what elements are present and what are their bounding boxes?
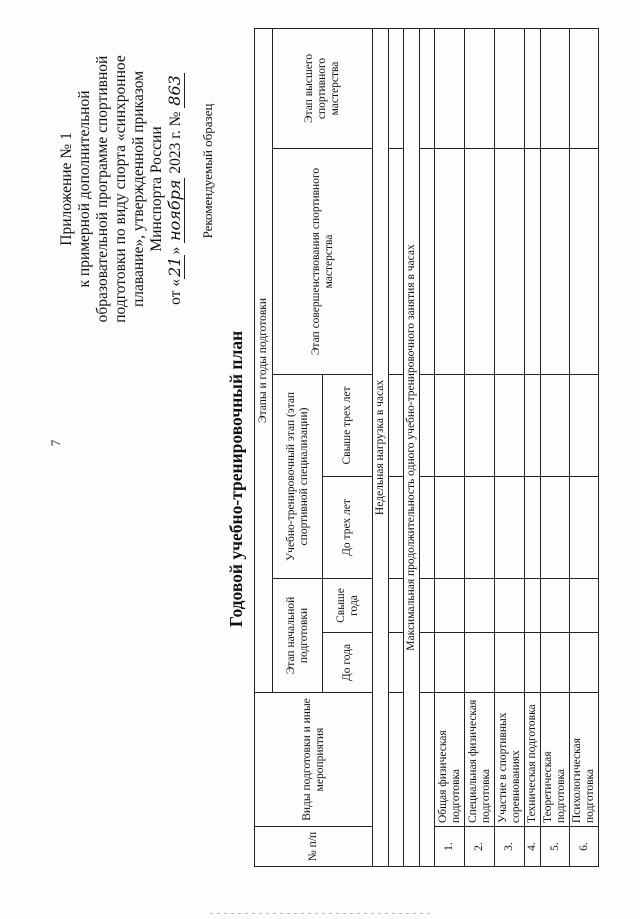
appendix-block <box>58 19 185 359</box>
empty-cell <box>389 28 404 148</box>
appendix-line: образовательной программе спортивной <box>94 55 111 323</box>
appendix-line: подготовки по виду спорта «синхронное <box>112 55 129 323</box>
weekly-load-row <box>373 28 389 866</box>
max-duration-values-row <box>420 28 435 866</box>
stage-improvement: Этап совершенствования спортивного мастерства <box>273 149 373 375</box>
table-row <box>495 28 525 866</box>
table-row <box>465 28 495 866</box>
row-number: 6. <box>570 827 599 867</box>
stage-higher: Этап высшего спортивного мастерства <box>273 28 373 148</box>
max-duration-label: Максимальная продолжительность одного учебно-тренировочного занятия в часах <box>404 28 420 866</box>
table-row <box>570 28 599 866</box>
empty-cell <box>389 477 404 579</box>
row-number: 1. <box>435 827 465 867</box>
page-number: 7 <box>48 439 63 447</box>
sub-over-three: Свыше трех лет <box>323 375 373 477</box>
empty-cell <box>389 633 404 693</box>
appendix-line: плавание», утвержденной приказом <box>130 70 147 308</box>
col-activities-header: Виды подготовки и иные мероприятия <box>255 693 373 827</box>
weekly-load-values-row <box>389 28 404 866</box>
header-row <box>255 28 273 866</box>
stage-initial: Этап начальной подготовки <box>273 579 323 693</box>
row-name: Техническая подготовка <box>525 693 541 827</box>
empty-cell <box>389 149 404 375</box>
weekly-load-label: Недельная нагрузка в часах <box>373 28 389 866</box>
appendix-line: Минспорта России <box>148 126 165 252</box>
scan-artifact <box>210 913 430 914</box>
empty-cell <box>389 693 404 867</box>
row-name: Общая физическая подготовка <box>435 693 465 827</box>
empty-cell <box>420 375 435 477</box>
row-name: Участие в спортивных соревнованиях <box>495 693 525 827</box>
stage-training: Учебно-тренировочный этап (этап спортивной специализации) <box>273 375 323 579</box>
table-row <box>435 28 465 866</box>
empty-cell <box>420 633 435 693</box>
sub-up-to-year: До года <box>323 633 373 693</box>
empty-cell <box>420 149 435 375</box>
row-name: Специальная физическая подготовка <box>465 693 495 827</box>
empty-cell <box>389 579 404 633</box>
appendix-line: Приложение № 1 <box>58 132 75 246</box>
date-prefix: от « <box>167 278 184 305</box>
recommended-sample-label: Рекомендуемый образец <box>200 103 215 239</box>
col-num-header: № п/п <box>255 827 373 867</box>
training-plan-table <box>254 28 599 867</box>
document-title: Годовой учебно-тренировочный план <box>226 330 246 628</box>
table-row <box>525 28 541 866</box>
row-number: 4. <box>525 827 541 867</box>
row-number: 5. <box>541 827 570 867</box>
order-number-handwritten: 863 <box>165 75 184 106</box>
empty-cell <box>420 693 435 867</box>
appendix-date-line <box>166 19 185 359</box>
empty-cell <box>420 28 435 148</box>
appendix-line: к примерной дополнительной <box>76 90 93 288</box>
max-duration-row <box>404 28 420 866</box>
sub-over-year: Свыше года <box>323 579 373 633</box>
sub-up-to-three: До трех лет <box>323 477 373 579</box>
empty-cell <box>420 579 435 633</box>
empty-cell <box>389 375 404 477</box>
date-month-handwritten: ноября <box>165 179 184 241</box>
row-number: 3. <box>495 827 525 867</box>
stages-header: Этапы и годы подготовки <box>255 28 273 692</box>
date-day-handwritten: 21 <box>165 256 184 277</box>
row-name: Психологическая подготовка <box>570 693 599 827</box>
row-name: Теоретическая подготовка <box>541 693 570 827</box>
date-mid: » <box>167 242 184 255</box>
empty-cell <box>420 477 435 579</box>
row-number: 2. <box>465 827 495 867</box>
date-year: 2023 г. № <box>167 107 184 178</box>
table-row <box>541 28 570 866</box>
